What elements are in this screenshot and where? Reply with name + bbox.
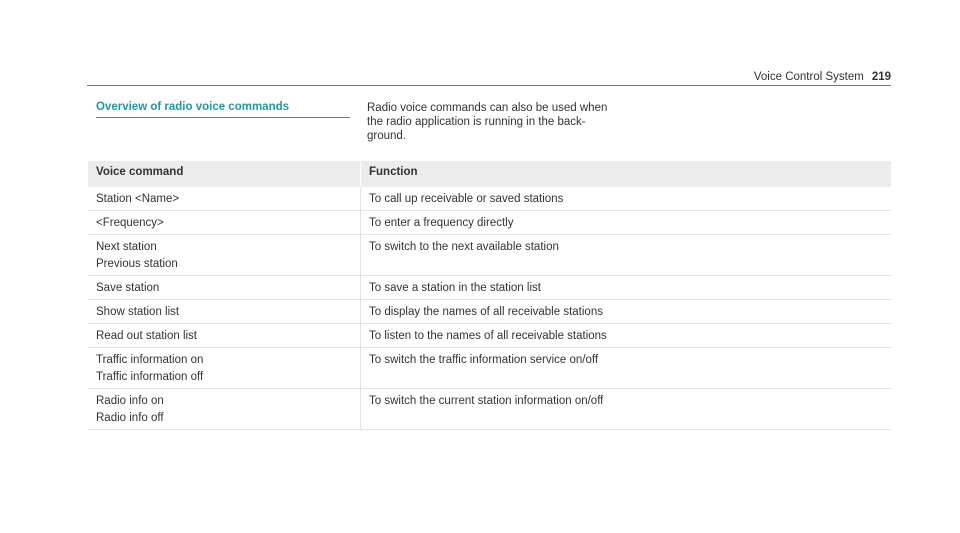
column-header-voice-command: Voice command xyxy=(88,161,361,187)
command-text: Save station xyxy=(96,282,160,294)
function-cell: To switch the current station information on/off xyxy=(361,389,892,430)
command-cell xyxy=(88,389,361,430)
command-text: Next station xyxy=(96,241,157,253)
table-row xyxy=(88,276,891,300)
command-cell xyxy=(88,211,361,235)
table-row xyxy=(88,211,891,235)
command-cell xyxy=(88,276,361,300)
intro-paragraph xyxy=(367,101,627,143)
command-text: Traffic information on xyxy=(96,354,204,366)
command-text: <Frequency> xyxy=(96,217,164,229)
voice-commands-table xyxy=(88,161,891,430)
command-text: Show station list xyxy=(96,306,180,318)
command-text: Radio info on xyxy=(96,395,164,407)
command-text: Previous station xyxy=(96,258,178,270)
section-title: Overview of radio voice commands xyxy=(96,101,290,113)
function-cell: To call up receivable or saved stations xyxy=(361,187,892,211)
command-text: Radio info off xyxy=(96,412,164,424)
command-text: Traffic information off xyxy=(96,371,204,383)
function-cell: To listen to the names of all receivable stations xyxy=(361,324,892,348)
table-row xyxy=(88,348,891,389)
intro-line: Radio voice commands can also be used when xyxy=(367,102,608,114)
running-head-section: Voice Control System xyxy=(753,71,864,83)
running-head xyxy=(754,71,891,83)
function-cell: To save a station in the station list xyxy=(361,276,892,300)
command-cell xyxy=(88,235,361,276)
column-header-function: Function xyxy=(361,161,892,187)
table-row xyxy=(88,235,891,276)
command-cell xyxy=(88,300,361,324)
intro-line: the radio application is running in the back- xyxy=(367,116,586,128)
command-cell xyxy=(88,187,361,211)
section-title-underline xyxy=(96,117,350,118)
table-header-row xyxy=(88,161,891,187)
table-row xyxy=(88,324,891,348)
table-row xyxy=(88,389,891,430)
page-number: 219 xyxy=(871,71,891,83)
command-text: Read out station list xyxy=(96,330,198,342)
header-rule xyxy=(87,85,891,86)
command-cell xyxy=(88,324,361,348)
function-cell: To display the names of all receivable stations xyxy=(361,300,892,324)
table-row xyxy=(88,300,891,324)
table-row xyxy=(88,187,891,211)
function-cell: To switch the traffic information service on/off xyxy=(361,348,892,389)
function-cell: To switch to the next available station xyxy=(361,235,892,276)
function-cell: To enter a frequency directly xyxy=(361,211,892,235)
command-cell xyxy=(88,348,361,389)
command-text: Station <Name> xyxy=(96,193,180,205)
intro-line: ground. xyxy=(367,130,407,142)
